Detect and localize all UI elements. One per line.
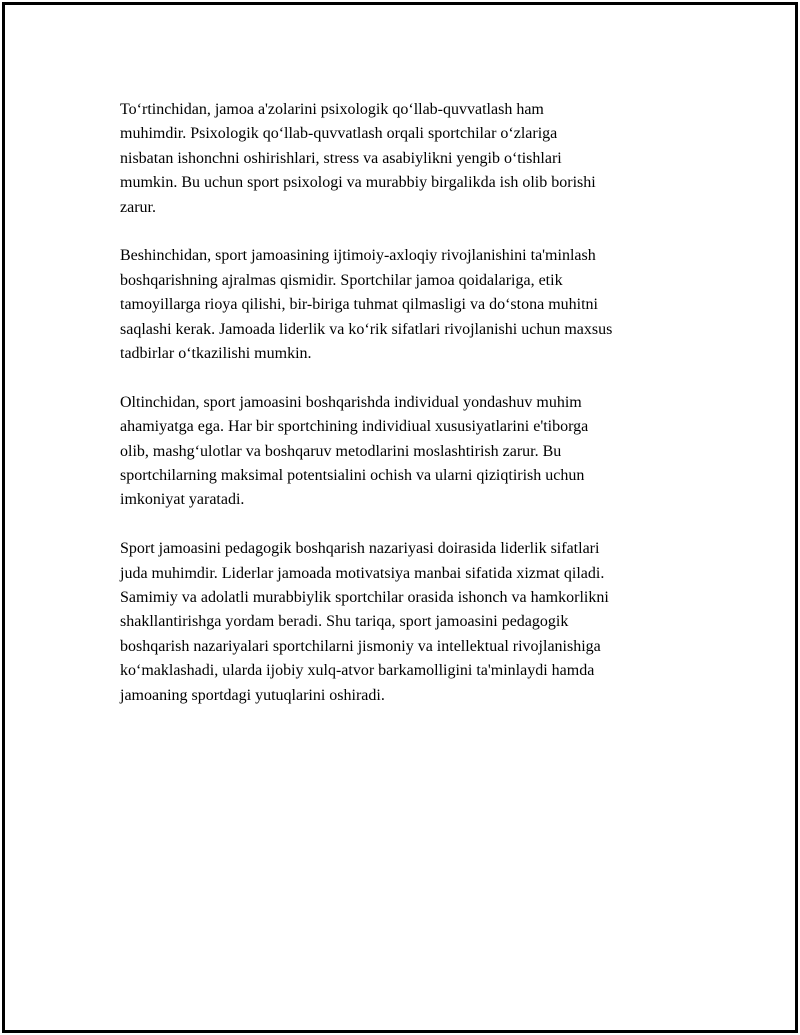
page-frame bbox=[2, 2, 798, 1033]
paragraph: Beshinchidan, sport jamoasining ijtimoiy-axloqiy rivojlanishini ta'minlash boshqarishning ajralmas qismidir. Sportchilar jamoa qoidalariga, etik tamoyillarga rioya qilishi, bir-biriga tuhmat qilmasligi va do‘stona muhitni saqlashi kerak. Jamoada liderlik va ko‘rik sifatlari rivojlanishi uchun maxsus tadbirlar o‘tkazilishi mumkin. bbox=[120, 247, 613, 363]
paragraph: To‘rtinchidan, jamoa a'zolarini psixologik qo‘llab-quvvatlash ham muhimdir. Psixologik qo‘llab-quvvatlash orqali sportchilar o‘zlariga nisbatan ishonchni oshirishlari, stress va asabiylikni yengib o‘tishlari mumkin. Bu uchun sport psixologi va murabbiy birgalikda ish olib borishi zarur. bbox=[120, 101, 596, 216]
paragraph: Sport jamoasini pedagogik boshqarish nazariyasi doirasida liderlik sifatlari juda muhimdir. Liderlar jamoada motivatsiya manbai sifatida xizmat qiladi. Samimiy va adolatli murabbiylik sportchilar orasida ishonch va hamkorlikni shakllantirishga yordam beradi. Shu tariqa, sport jamoasini pedagogik boshqarish nazariyalari sportchilarni jismoniy va intellektual rivojlanishiga ko‘maklashadi, ularda ijobiy xulq-atvor barkamolligini ta'minlaydi hamda jamoaning sportdagi yutuqlarini oshiradi. bbox=[120, 540, 609, 704]
document-body bbox=[120, 98, 710, 733]
paragraph: Oltinchidan, sport jamoasini boshqarishda individual yondashuv muhim ahamiyatga ega. Har bir sportchining individiual xususiyatlarini e'tiborga olib, mashg‘ulotlar va boshqaruv metodlarini moslashtirish zarur. Bu sportchilarning maksimal potentsialini ochish va ularni qiziqtirish uchun imkoniyat yaratadi. bbox=[120, 393, 589, 509]
